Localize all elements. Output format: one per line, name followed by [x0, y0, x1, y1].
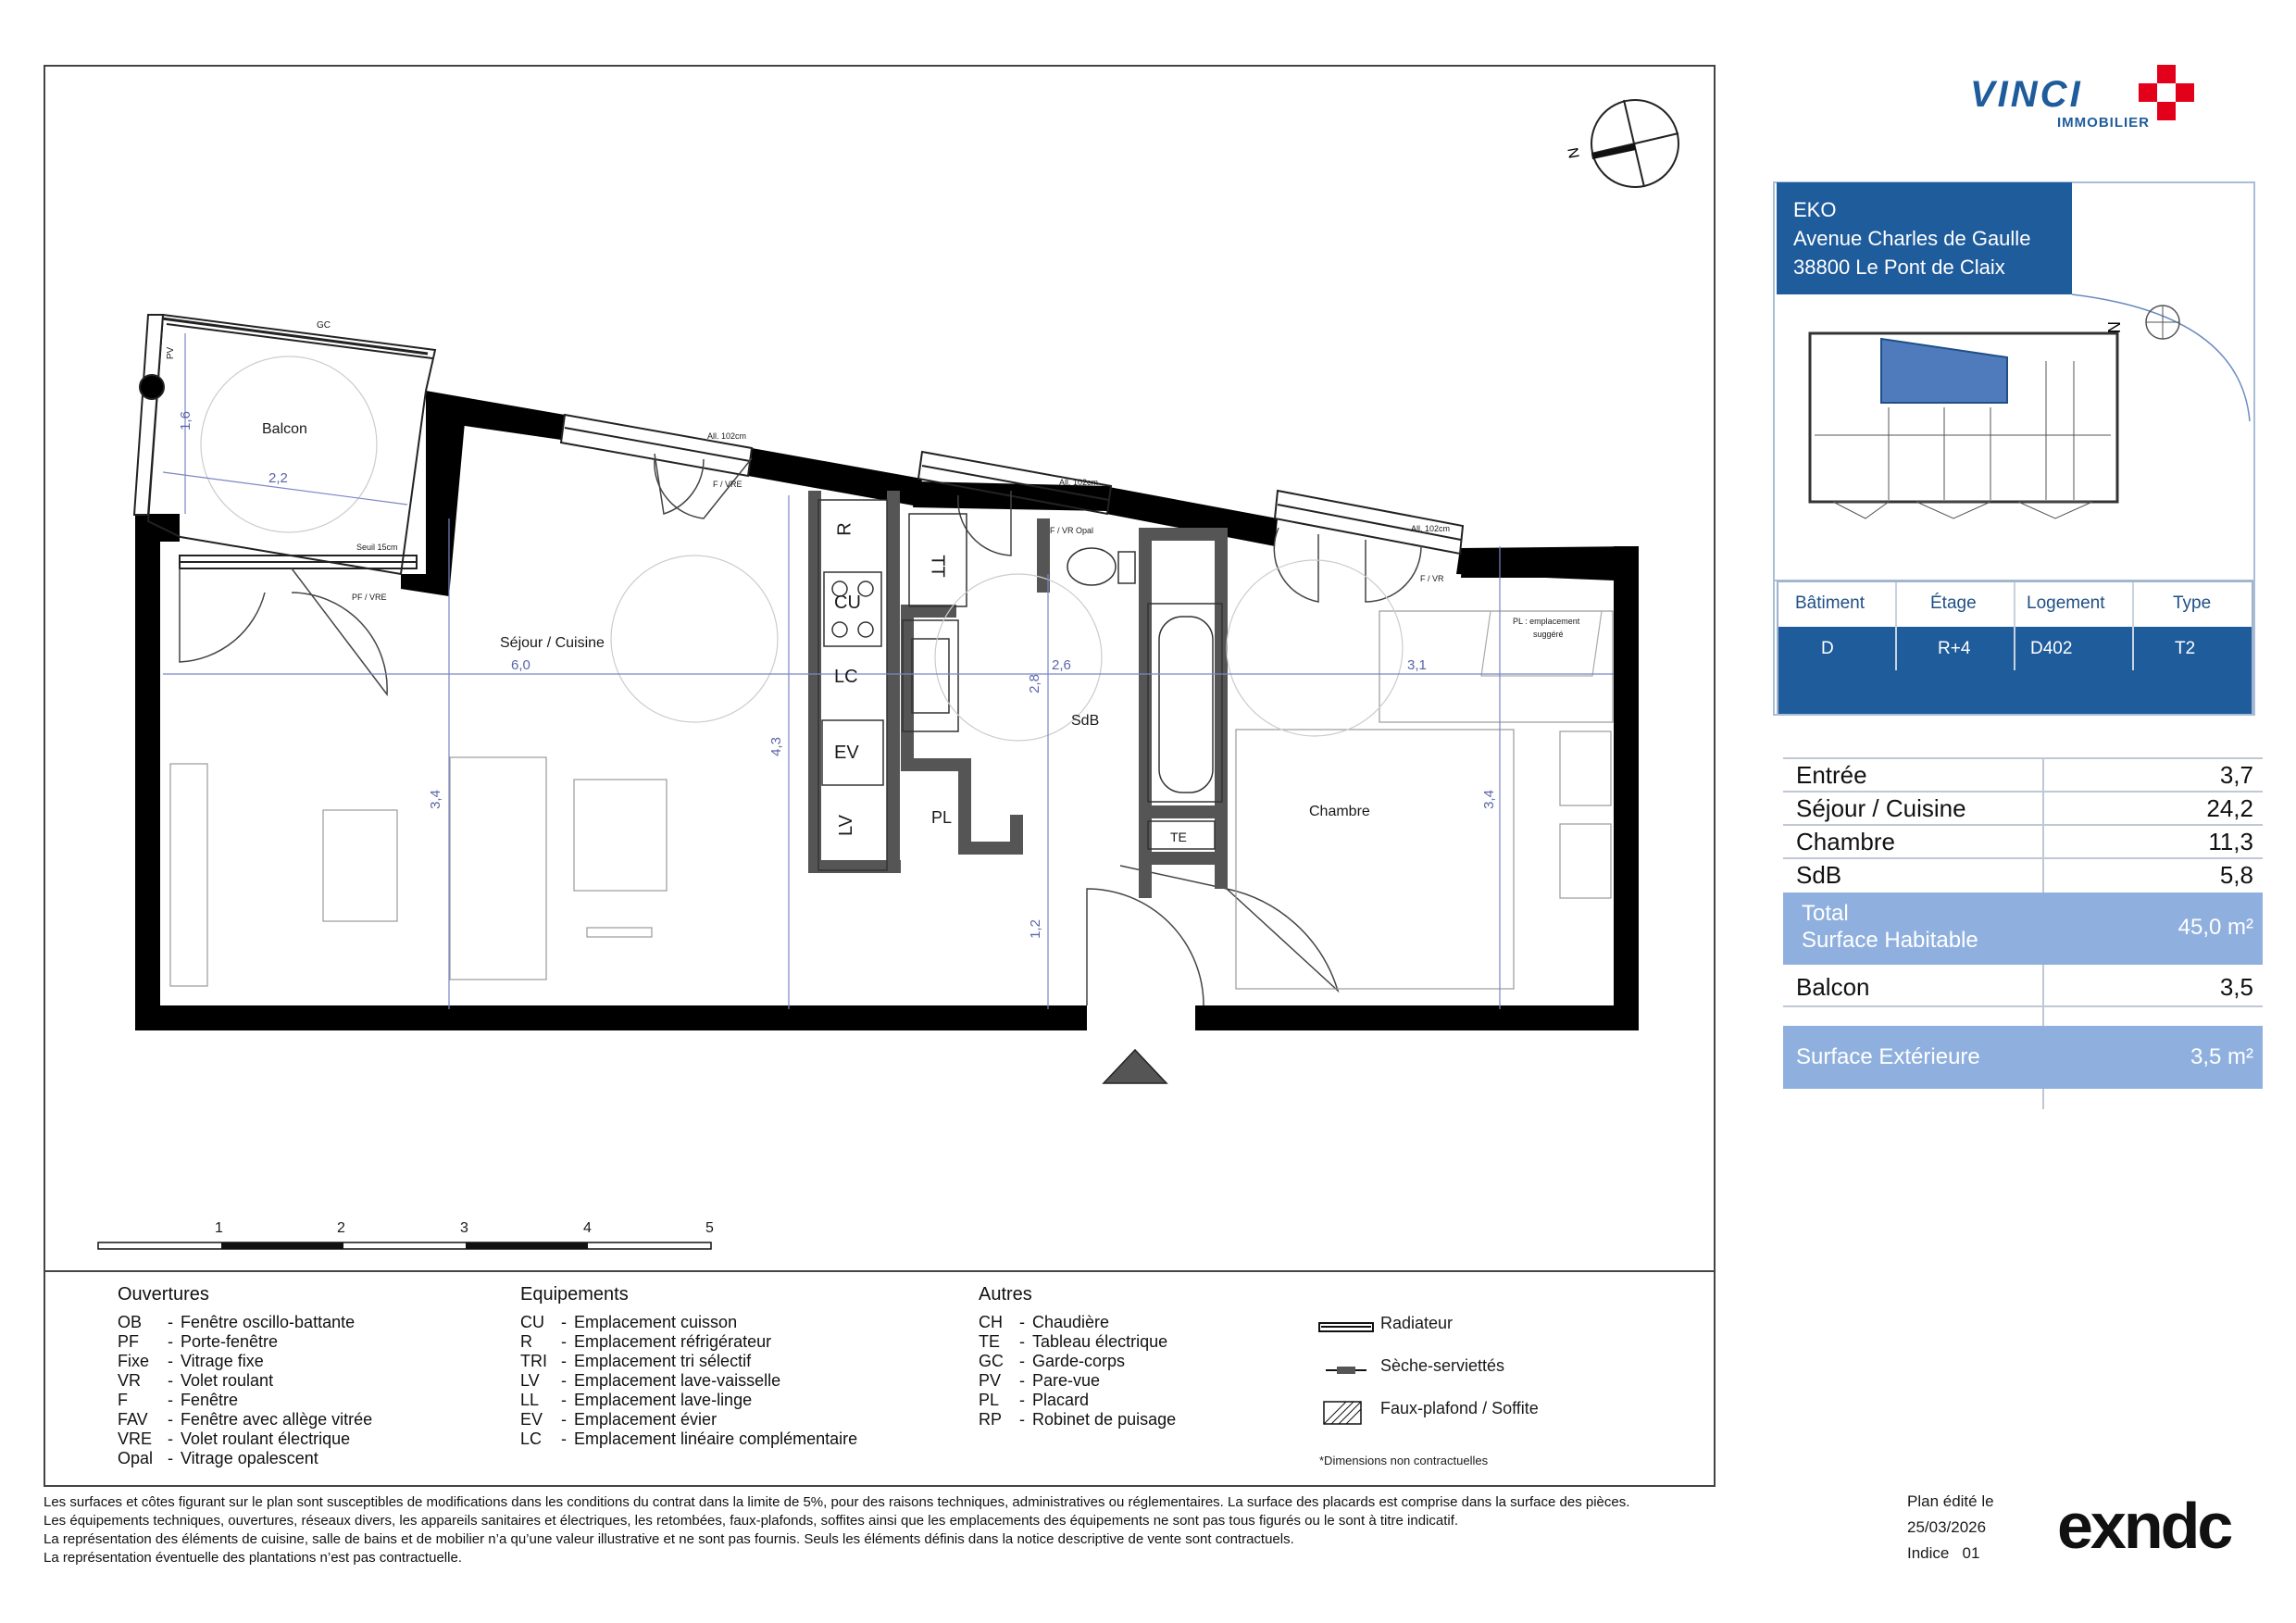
legend-row: GC - Garde-corps	[979, 1352, 1126, 1370]
legend-row: LL - Emplacement lave-linge	[520, 1391, 753, 1409]
plan-edition	[1907, 1489, 1994, 1567]
note-all102-b: All. 102cm	[1059, 478, 1099, 487]
dim-4-3: 4,3	[767, 737, 784, 756]
brand-sub: IMMOBILIER	[2057, 115, 2150, 131]
exterior-label: Surface Extérieure	[1796, 1044, 1980, 1069]
info-value-type: T2	[2175, 638, 2196, 658]
legend-ouvertures-title: Ouvertures	[118, 1284, 209, 1305]
total-label-1: Total	[1802, 901, 1849, 926]
radiateur-icon	[1319, 1323, 1373, 1331]
dim-1-2: 1,2	[1027, 919, 1043, 939]
legend-autres-title: Autres	[979, 1284, 1032, 1305]
plan-indice: Indice 01	[1907, 1544, 1980, 1562]
legend-row: VRE - Volet roulant électrique	[118, 1429, 351, 1448]
legend-row: F - Fenêtre	[118, 1391, 239, 1409]
room-label-balcon: Balcon	[262, 421, 307, 437]
legend-seche-label: Sèche-serviettés	[1380, 1356, 1505, 1375]
legend-row: VR - Volet roulant	[118, 1371, 274, 1390]
info-header-logement: Logement	[2027, 593, 2105, 613]
scale-tick-2: 2	[337, 1220, 345, 1236]
area-row: SdB 5,8	[1796, 860, 2253, 889]
legend-row: LV - Emplacement lave-vaisselle	[520, 1371, 781, 1390]
dim-1-6: 1,6	[177, 411, 193, 431]
footer-line: La représentation éventuelle des plantations n’est pas contractuelle.	[44, 1550, 462, 1566]
legend-row: PL - Placard	[979, 1391, 1090, 1409]
total-surface-band	[1783, 893, 2263, 965]
vinci-cross-logo	[2139, 65, 2194, 120]
legend-dim-note: *Dimensions non contractuelles	[1319, 1454, 1489, 1467]
note-f-vr-opal: F / VR Opal	[1050, 526, 1094, 535]
dim-2-2: 2,2	[268, 470, 288, 486]
dim-6-0: 6,0	[511, 657, 530, 673]
room-label-chambre: Chambre	[1309, 804, 1370, 819]
legend-ouvertures	[118, 1284, 372, 1468]
kitchen-lc: LC	[834, 667, 858, 687]
info-header-type: Type	[2173, 593, 2212, 613]
legend-row: Opal - Vitrage opalescent	[118, 1449, 318, 1467]
kitchen-cu: CU	[834, 593, 861, 613]
room-label-pl: PL	[931, 808, 953, 827]
compass-n-label: N	[1566, 145, 1583, 160]
footer-line: Les équipements techniques, ouvertures, réseaux divers, les appareils sanitaires et électriques, les retombées, faux-plafonds, soffites ainsi que les emplacements des équipements ne sont pas tous figurés ou le sont à titre indicatif.	[44, 1513, 1459, 1529]
kitchen-tt: TT	[927, 555, 948, 578]
interior-walls	[808, 491, 1228, 898]
note-pv: PV	[166, 346, 177, 360]
dim-3-1: 3,1	[1407, 657, 1427, 673]
legend-autres	[979, 1284, 1176, 1429]
legend-row: EV - Emplacement évier	[520, 1410, 718, 1429]
note-pl-1: PL : emplacement	[1513, 617, 1580, 626]
total-value: 45,0 m²	[2177, 915, 2253, 940]
legend-row: PV - Pare-vue	[979, 1371, 1101, 1390]
legend-faux-label: Faux-plafond / Soffite	[1380, 1399, 1539, 1417]
info-header-batiment: Bâtiment	[1795, 593, 1865, 613]
area-row: Entrée 3,7	[1796, 760, 2253, 789]
note-f-vre: F / VRE	[713, 480, 742, 489]
note-all102-a: All. 102cm	[707, 431, 747, 441]
legend-row: TRI - Emplacement tri sélectif	[520, 1352, 752, 1370]
room-label-te: TE	[1170, 830, 1187, 844]
room-label-sejour: Séjour / Cuisine	[500, 635, 605, 651]
footer-disclaimer	[44, 1493, 1629, 1567]
legend-row: Fixe - Vitrage fixe	[118, 1352, 264, 1370]
legend-row: R - Emplacement réfrigérateur	[520, 1332, 772, 1351]
info-table	[1777, 581, 2253, 714]
dim-2-8: 2,8	[1026, 674, 1042, 693]
kitchen-r: R	[834, 522, 855, 536]
legend-row: TE - Tableau électrique	[979, 1332, 1168, 1351]
note-all102-c: All. 102cm	[1411, 524, 1451, 533]
key-compass-n: N	[2105, 321, 2124, 333]
legend-equipements-title: Equipements	[520, 1284, 629, 1305]
brand-name: VINCI	[1970, 74, 2083, 115]
address-box	[1777, 182, 2072, 294]
scale-tick-4: 4	[583, 1220, 592, 1236]
info-value-logement: D402	[2030, 638, 2073, 658]
scale-bar	[98, 1242, 711, 1249]
plan-date: 25/03/2026	[1907, 1518, 1987, 1536]
area-row: Chambre 11,3	[1796, 827, 2253, 855]
legend-row: FAV - Fenêtre avec allège vitrée	[118, 1410, 373, 1429]
scale-tick-3: 3	[460, 1220, 468, 1236]
legend-row: RP - Robinet de puisage	[979, 1410, 1177, 1429]
entrance-arrow	[1104, 1050, 1167, 1083]
area-row-balcon: Balcon 3,5	[1796, 972, 2253, 1001]
legend-radiateur-label: Radiateur	[1380, 1314, 1454, 1332]
note-seuil: Seuil 15cm	[356, 543, 398, 552]
legend-row: OB - Fenêtre oscillo-battante	[118, 1313, 356, 1331]
faux-plafond-icon	[1324, 1402, 1361, 1424]
exterior-surface-band	[1783, 1026, 2263, 1089]
note-f-vr: F / VR	[1420, 574, 1444, 583]
exterior-value: 3,5 m²	[2190, 1044, 2253, 1069]
dim-3-4-right: 3,4	[1480, 790, 1497, 809]
kitchen-lv: LV	[835, 815, 856, 836]
seche-serviettes-icon	[1326, 1367, 1366, 1374]
dim-2-6: 2,6	[1052, 657, 1071, 673]
info-header-etage: Étage	[1930, 593, 1977, 613]
info-empty-band	[1778, 670, 2252, 714]
legend-row: CH - Chaudière	[979, 1313, 1110, 1331]
project-name: EKO	[1793, 198, 1837, 221]
plan-edite-label: Plan édité le	[1907, 1492, 1994, 1510]
info-value-batiment: D	[1821, 638, 1834, 658]
project-street: Avenue Charles de Gaulle	[1793, 227, 2031, 250]
area-row: Séjour / Cuisine 24,2	[1796, 793, 2253, 822]
note-pl-2: suggéré	[1533, 630, 1564, 639]
legend-row: PF - Porte-fenêtre	[118, 1332, 279, 1351]
scale-tick-5: 5	[705, 1220, 714, 1236]
legend-row: LC - Emplacement linéaire complémentaire	[520, 1429, 858, 1448]
scale-tick-1: 1	[215, 1220, 223, 1236]
room-label-sdb: SdB	[1071, 713, 1100, 729]
footer-line: La représentation des éléments de cuisine, salle de bains et de mobilier n’a qu’une valeur illustrative et ne sont pas fournis. Seuls les éléments définis dans la notice descriptive de vente sont contractuels.	[44, 1531, 1294, 1547]
kitchen-ev: EV	[834, 743, 859, 763]
note-gc: GC	[317, 320, 331, 331]
note-pf-vre: PF / VRE	[352, 593, 387, 602]
total-label-2: Surface Habitable	[1802, 928, 1978, 953]
dim-3-4-left: 3,4	[427, 790, 443, 809]
project-city: 38800 Le Pont de Claix	[1793, 256, 2005, 279]
legend-equipements	[520, 1284, 857, 1449]
compass-icon	[1566, 100, 1678, 187]
legend-row: CU - Emplacement cuisson	[520, 1313, 738, 1331]
info-value-etage: R+4	[1938, 638, 1971, 658]
architect-logo: exndc	[2057, 1490, 2231, 1562]
footer-line: Les surfaces et côtes figurant sur le plan sont susceptibles de modifications dans les conditions du contrat dans la limite de 5%, pour des raisons techniques, administratives ou réglementaires. La surface des placards est comprise dans la surface des pièces.	[44, 1494, 1630, 1510]
